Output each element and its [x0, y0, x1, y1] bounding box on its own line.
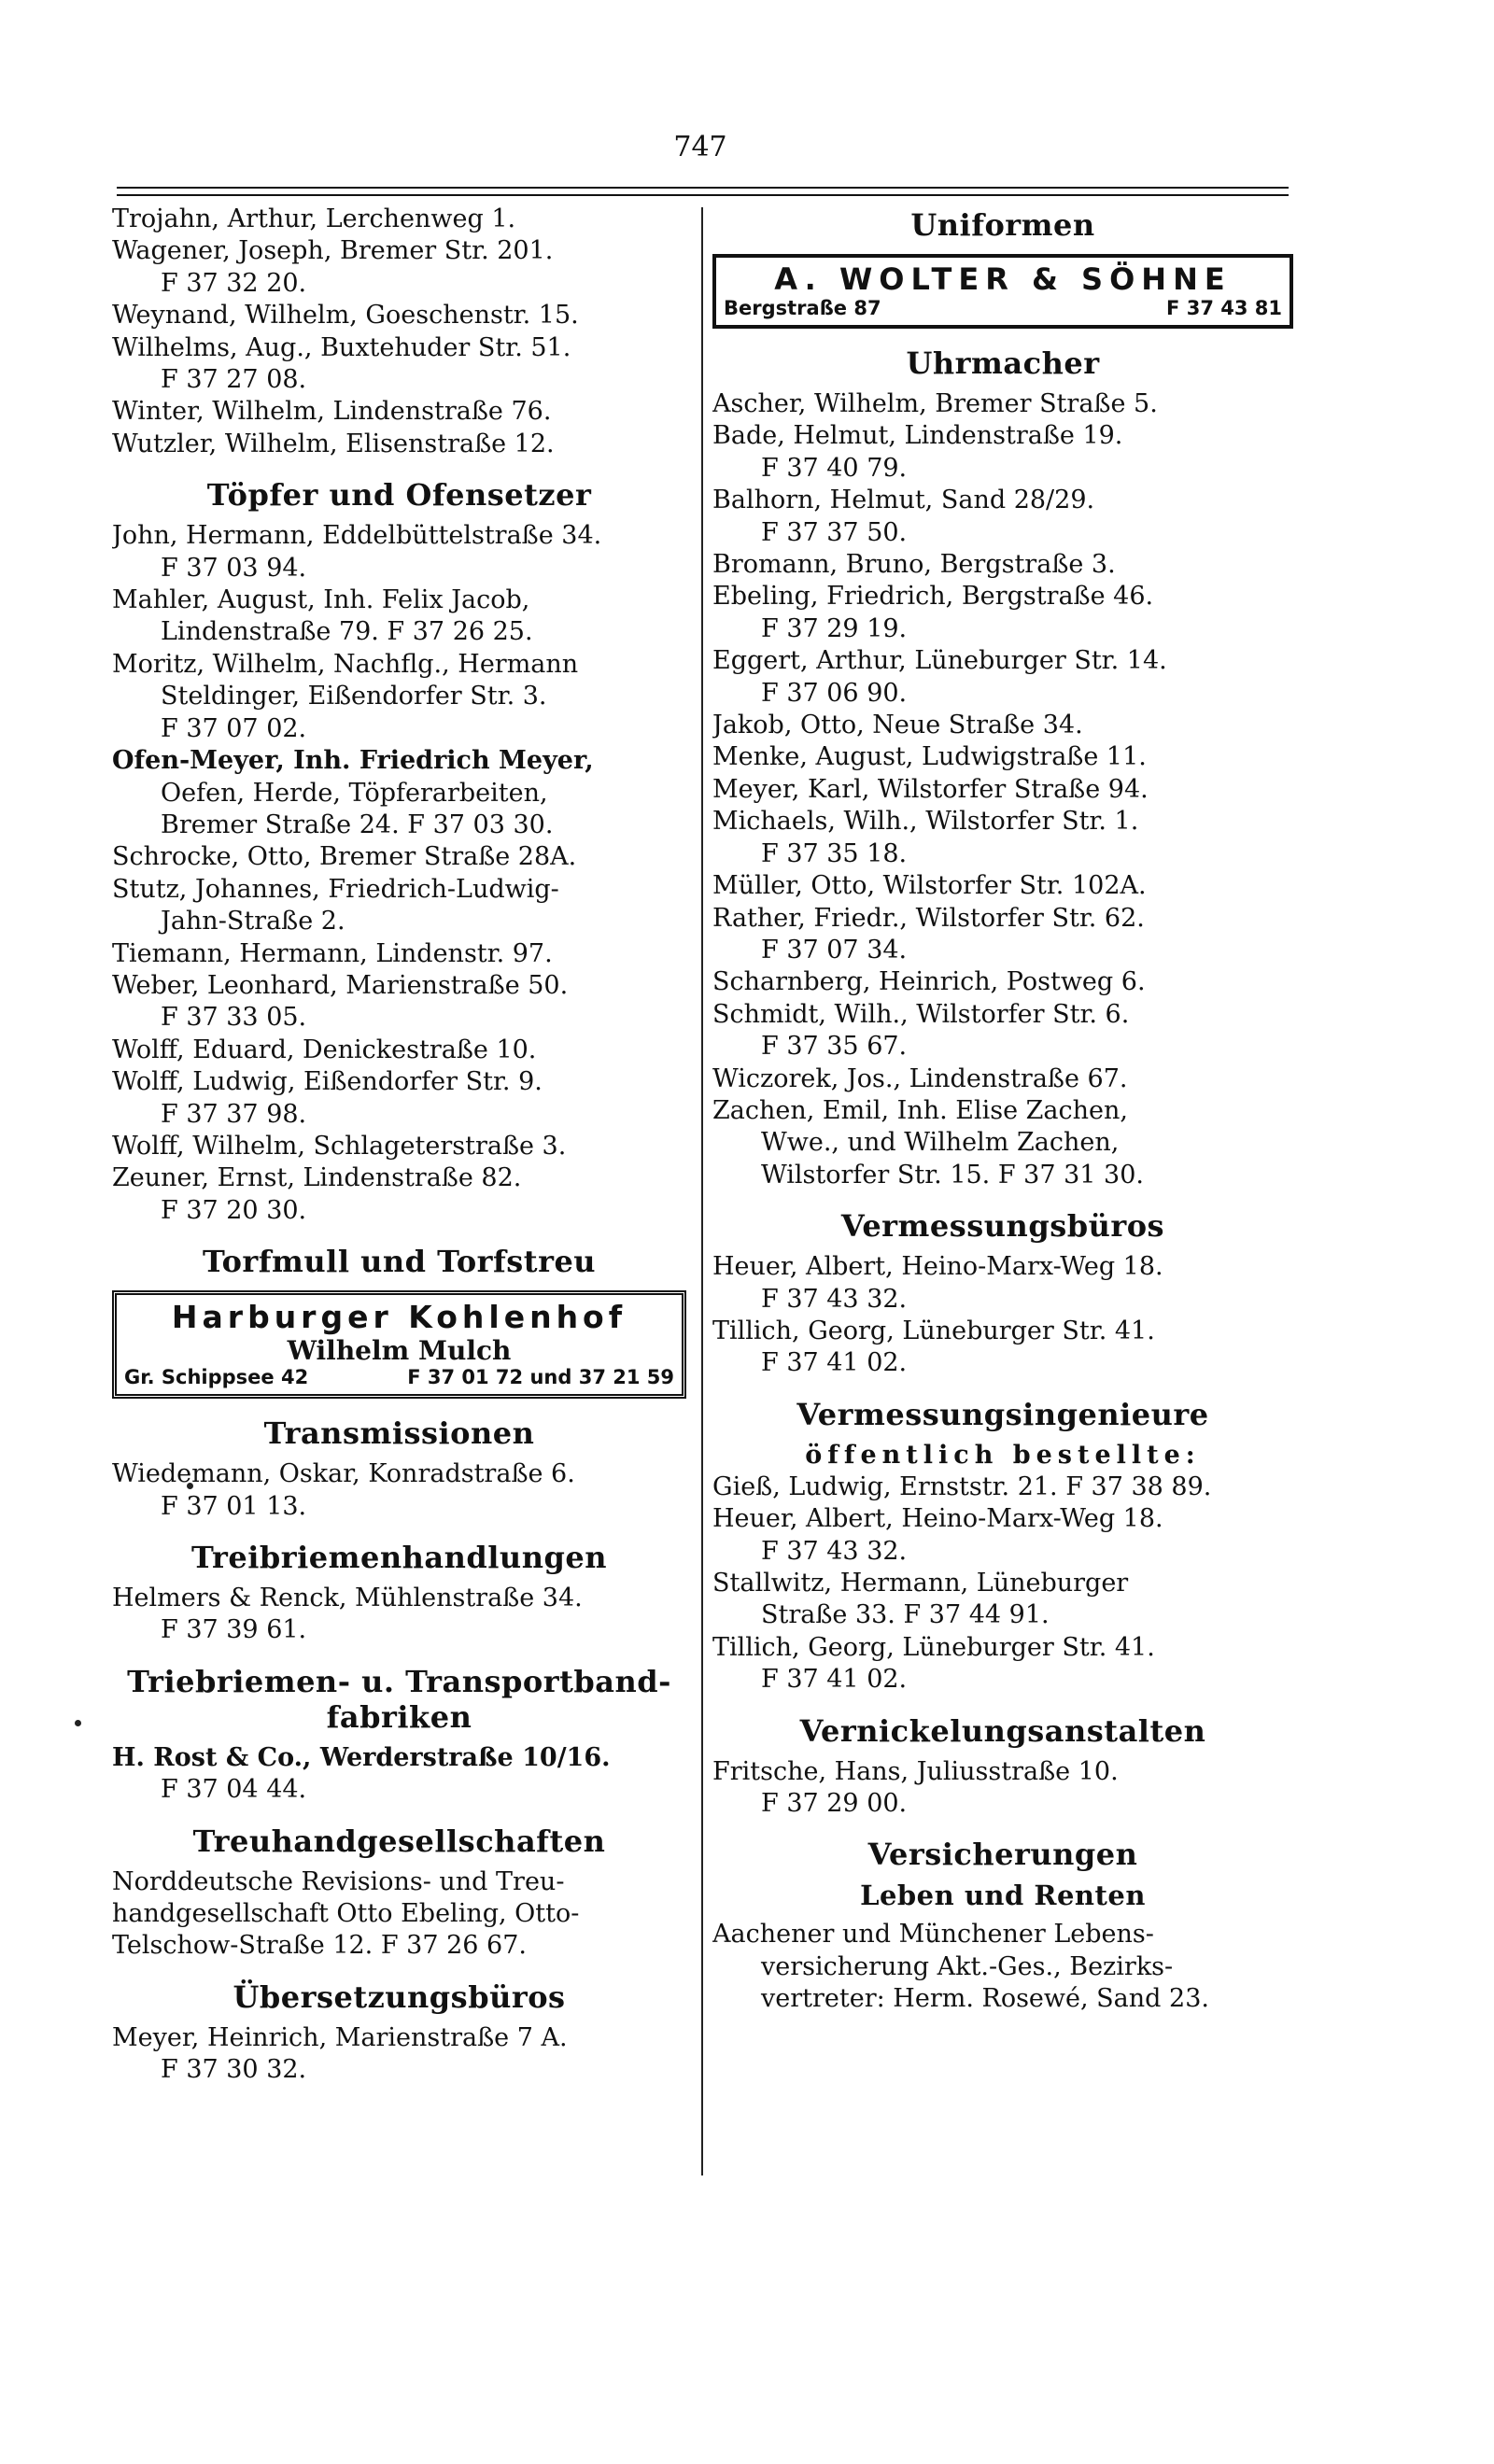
- entry-line: Eggert, Arthur, Lüneburger Str. 14.: [712, 646, 1167, 676]
- section-uhrmacher: [712, 388, 1293, 1191]
- entry-continuation: versicherung Akt.-Ges., Bezirks-: [761, 1951, 1174, 1981]
- heading-toepfer: Töpfer und Ofensetzer: [206, 477, 592, 514]
- entry-line: Tillich, Georg, Lüneburger Str. 41.: [712, 1632, 1155, 1662]
- entry-line: Schrocke, Otto, Bremer Straße 28A.: [112, 842, 577, 872]
- entry-line: Wagener, Joseph, Bremer Str. 201.: [112, 236, 554, 266]
- entry-continuation: Straße 33. F 37 44 91.: [761, 1600, 1050, 1630]
- entry-line: Aachener und Münchener Lebens-: [712, 1920, 1154, 1950]
- entry-continuation: Oefen, Herde, Töpferarbeiten,: [161, 778, 548, 808]
- phone-line: F 37 37 98.: [161, 1099, 307, 1129]
- phone-line: F 37 32 20.: [161, 268, 307, 298]
- section-triebriemen: [112, 1742, 686, 1807]
- phone-line: F 37 43 32.: [761, 1284, 908, 1314]
- right-column: [712, 204, 1293, 2016]
- heading-vermessungsingenieure: Vermessungsingenieure: [796, 1396, 1209, 1432]
- entry-line: Winter, Wilhelm, Lindenstraße 76.: [112, 397, 552, 427]
- heading-versicherungen: Versicherungen: [867, 1837, 1138, 1873]
- entry-line: Scharnberg, Heinrich, Postweg 6.: [712, 967, 1146, 997]
- entry-line: Ebeling, Friedrich, Bergstraße 46.: [712, 582, 1154, 612]
- section-versicherungen: [712, 1919, 1293, 2015]
- entry-line: Michaels, Wilh., Wilstorfer Str. 1.: [712, 807, 1139, 837]
- phone-line: F 37 04 44.: [161, 1775, 307, 1805]
- phone-line: F 37 03 94.: [161, 553, 307, 583]
- entry-line: Wilhelms, Aug., Buxtehuder Str. 51.: [112, 332, 571, 362]
- heading-transmissionen: Transmissionen: [263, 1415, 535, 1452]
- entry-line: Fritsche, Hans, Juliusstraße 10.: [712, 1756, 1119, 1786]
- section-treuhand: [112, 1866, 686, 1963]
- entry-continuation: Wwe., und Wilhelm Zachen,: [761, 1128, 1120, 1158]
- phone-line: F 37 37 50.: [761, 517, 908, 547]
- phone-line: F 37 43 32.: [761, 1536, 908, 1566]
- left-column: [112, 204, 686, 2087]
- entry-line: Tillich, Georg, Lüneburger Str. 41.: [712, 1316, 1155, 1345]
- entry-line: Wolff, Ludwig, Eißendorfer Str. 9.: [112, 1067, 543, 1097]
- entry-line: Weber, Leonhard, Marienstraße 50.: [112, 970, 569, 1000]
- entry-line: Schmidt, Wilh., Wilstorfer Str. 6.: [712, 999, 1130, 1029]
- ad-address: Gr. Schippsee 42: [124, 1366, 309, 1389]
- heading-vermessungsbueros: Vermessungsbüros: [840, 1208, 1165, 1245]
- entry-line: Meyer, Karl, Wilstorfer Straße 94.: [712, 774, 1149, 804]
- phone-line: F 37 39 61.: [161, 1615, 307, 1645]
- heading-vernickelung: Vernickelungsanstalten: [799, 1712, 1206, 1749]
- entry-line: Moritz, Wilhelm, Nachflg., Hermann: [112, 649, 579, 679]
- ad-address: Bergstraße 87: [724, 297, 881, 319]
- entry-continuation: Lindenstraße 79. F 37 26 25.: [161, 617, 533, 647]
- header-rule-second: [117, 194, 1289, 196]
- section-transmissionen: [112, 1458, 686, 1523]
- subheading-leben-renten: Leben und Renten: [860, 1880, 1146, 1912]
- entry-line: Bromann, Bruno, Bergstraße 3.: [712, 550, 1116, 580]
- phone-line: F 37 41 02.: [761, 1665, 908, 1695]
- heading-torfmull: Torfmull und Torfstreu: [202, 1244, 597, 1280]
- phone-line: F 37 20 30.: [161, 1195, 307, 1225]
- entry-line: Balhorn, Helmut, Sand 28/29.: [712, 486, 1095, 515]
- ad-company-name: Harburger Kohlenhof: [171, 1299, 627, 1336]
- section-vermessungsbueros: [712, 1251, 1293, 1380]
- entry-line: Gieß, Ludwig, Ernststr. 21. F 37 38 89.: [712, 1471, 1212, 1501]
- section-t-entries: [112, 204, 686, 460]
- section-vernickelung: [712, 1756, 1293, 1821]
- entry-continuation: vertreter: Herm. Rosewé, Sand 23.: [761, 1984, 1209, 2014]
- entry-line: Rather, Friedr., Wilstorfer Str. 62.: [712, 903, 1145, 933]
- phone-line: F 37 29 19.: [761, 613, 908, 643]
- phone-line: F 37 35 67.: [761, 1032, 908, 1062]
- ad-company-name: A. WOLTER & SÖHNE: [774, 261, 1232, 297]
- phone-line: F 37 07 34.: [761, 935, 908, 964]
- print-speck: [75, 1720, 81, 1726]
- header-rule: [117, 187, 1289, 189]
- entry-line: Stutz, Johannes, Friedrich-Ludwig-: [112, 874, 559, 904]
- ad-phone: F 37 43 81: [1166, 297, 1282, 319]
- entry-line: Wolff, Wilhelm, Schlageterstraße 3.: [112, 1131, 567, 1161]
- phone-line: F 37 07 02.: [161, 713, 307, 743]
- entry-line: Meyer, Heinrich, Marienstraße 7 A.: [112, 2022, 568, 2052]
- heading-triebriemen: Triebriemen- u. Transportband-: [127, 1663, 671, 1699]
- entry-line: Norddeutsche Revisions- und Treu-: [112, 1866, 565, 1896]
- phone-line: F 37 35 18.: [761, 838, 908, 868]
- entry-line: John, Hermann, Eddelbüttelstraße 34.: [112, 521, 602, 551]
- entry-continuation: Steldinger, Eißendorfer Str. 3.: [161, 682, 547, 711]
- heading-uhrmacher: Uhrmacher: [906, 345, 1100, 381]
- ad-contact-row: [124, 1366, 674, 1388]
- phone-line: F 37 27 08.: [161, 365, 307, 395]
- subheading-oeffentlich-bestellte: öffentlich bestellte:: [805, 1440, 1201, 1470]
- entry-line: Stallwitz, Hermann, Lüneburger: [712, 1569, 1129, 1598]
- entry-continuation: handgesellschaft Otto Ebeling, Otto-: [112, 1899, 580, 1929]
- ad-contact-row: [724, 297, 1282, 319]
- page-number: 747: [673, 131, 727, 163]
- phone-line: F 37 40 79.: [761, 453, 908, 483]
- heading-treibriemen: Treibriemenhandlungen: [191, 1540, 607, 1575]
- entry-line: Helmers & Renck, Mühlenstraße 34.: [112, 1584, 583, 1612]
- section-treibriemen: [112, 1583, 686, 1647]
- entry-continuation: Jahn-Straße 2.: [161, 907, 345, 936]
- phone-line: F 37 33 05.: [161, 1003, 307, 1033]
- entry-line: Heuer, Albert, Heino-Marx-Weg 18.: [712, 1252, 1163, 1282]
- column-divider: [701, 207, 703, 2175]
- entry-line: Wiczorek, Jos., Lindenstraße 67.: [712, 1063, 1128, 1093]
- advertisement-kohlenhof: [112, 1290, 686, 1399]
- entry-line: Weynand, Wilhelm, Goeschenstr. 15.: [112, 301, 579, 331]
- entry-line: Jakob, Otto, Neue Straße 34.: [712, 711, 1083, 740]
- entry-line: Wutzler, Wilhelm, Elisenstraße 12.: [112, 429, 555, 458]
- entry-continuation: Telschow-Straße 12. F 37 26 67.: [112, 1931, 527, 1961]
- entry-line: Ofen-Meyer, Inh. Friedrich Meyer,: [112, 746, 594, 776]
- entry-line: Heuer, Albert, Heino-Marx-Weg 18.: [712, 1504, 1163, 1534]
- entry-line: Menke, August, Ludwigstraße 11.: [712, 742, 1147, 772]
- section-vermessungsingenieure: [712, 1471, 1293, 1697]
- entry-continuation: Bremer Straße 24. F 37 03 30.: [161, 810, 554, 839]
- ad-owner: Wilhelm Mulch: [287, 1335, 512, 1367]
- phone-line: F 37 29 00.: [761, 1789, 908, 1819]
- entry-line: Wolff, Eduard, Denickestraße 10.: [112, 1035, 537, 1064]
- heading-treuhand: Treuhandgesellschaften: [192, 1823, 606, 1859]
- section-uebersetzung: [112, 2022, 686, 2087]
- entry-line: Trojahn, Arthur, Lerchenweg 1.: [112, 204, 516, 233]
- heading-uniformen: Uniformen: [910, 207, 1095, 243]
- entry-line: Tiemann, Hermann, Lindenstr. 97.: [112, 938, 553, 968]
- entry-line: Wiedemann, Oskar, Konradstraße 6.: [112, 1459, 575, 1489]
- advertisement-wolter: [712, 254, 1293, 329]
- entry-line: Bade, Helmut, Lindenstraße 19.: [712, 421, 1123, 451]
- section-toepfer: [112, 520, 686, 1227]
- ad-phone: F 37 01 72 und 37 21 59: [407, 1366, 674, 1389]
- entry-line: H. Rost & Co., Werderstraße 10/16.: [112, 1742, 611, 1772]
- entry-continuation: Wilstorfer Str. 15. F 37 31 30.: [761, 1160, 1144, 1190]
- entry-line: Ascher, Wilhelm, Bremer Straße 5.: [712, 389, 1158, 418]
- heading-uebersetzung: Übersetzungsbüros: [233, 1978, 566, 2015]
- entry-line: Müller, Otto, Wilstorfer Str. 102A.: [712, 871, 1147, 901]
- entry-line: Zeuner, Ernst, Lindenstraße 82.: [112, 1163, 522, 1193]
- phone-line: F 37 41 02.: [761, 1348, 908, 1378]
- entry-line: Mahler, August, Inh. Felix Jacob,: [112, 585, 530, 615]
- phone-line: F 37 06 90.: [761, 678, 908, 708]
- phone-line: F 37 30 32.: [161, 2055, 307, 2085]
- heading-triebriemen-cont: fabriken: [326, 1698, 472, 1735]
- entry-line: Zachen, Emil, Inh. Elise Zachen,: [712, 1095, 1128, 1125]
- phone-line: F 37 01 13.: [161, 1491, 307, 1521]
